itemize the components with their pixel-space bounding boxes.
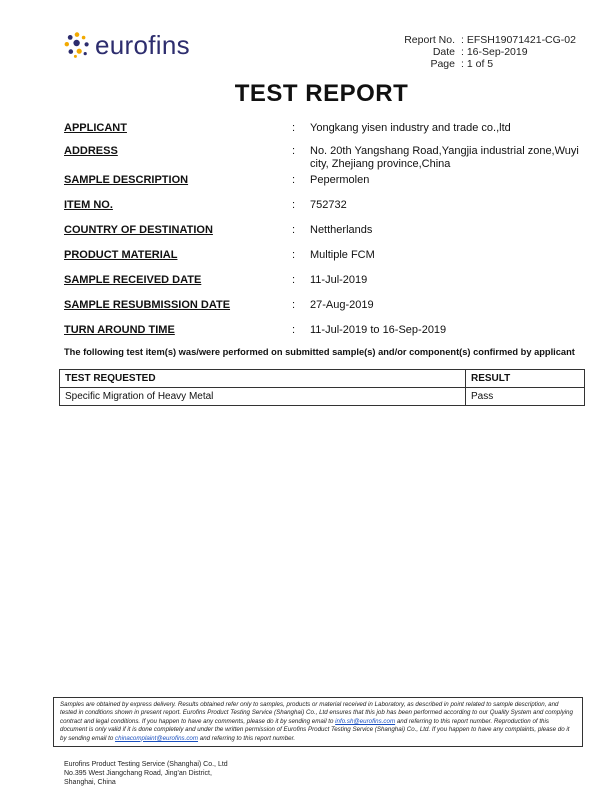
report-date-row [384,46,576,58]
eurofins-logo [64,30,190,60]
field-label: PRODUCT MATERIAL [64,249,178,261]
field-label: APPLICANT [64,122,127,134]
field-label: SAMPLE RECEIVED DATE [64,274,202,286]
column-header-result: RESULT [466,370,585,388]
field-value: Nettherlands [310,224,373,236]
report-date-value: 16-Sep-2019 [466,46,528,58]
logo-wordmark: eurofins [95,30,190,60]
field-colon: : [292,199,296,211]
field-label: ADDRESS [64,145,118,157]
meta-colon: : [461,58,464,70]
table-header-row [60,370,585,388]
field-value: 27-Aug-2019 [310,299,374,311]
field-colon: : [292,174,296,186]
address-line: Eurofins Product Testing Service (Shanghai) Co., Ltd [64,761,228,768]
field-colon: : [292,145,296,157]
report-page-row [384,58,576,70]
address-line: No.395 West Jiangchang Road, Jing'an District, [64,770,212,777]
field-label: TURN AROUND TIME [64,324,175,336]
field-value: No. 20th Yangshang Road,Yangjia industrial zone,Wuyi city, Zhejiang province,China [310,145,579,170]
report-number-label: Report No. [404,34,455,46]
field-value: Pepermolen [310,174,370,186]
disclaimer-text: and referring to this report number. [198,734,296,742]
test-requested-cell: Specific Migration of Heavy Metal [60,388,466,406]
column-header-test-requested: TEST REQUESTED [60,370,466,388]
disclaimer-text: Samples are obtained by express delivery. Results obtained refer only to samples, products or material received in Laboratory, as described in point related to sample description, and tested in conditions shown in present report. Eurofins Product Testing Service (Shanghai) Co., Ltd ensures that this job has been performed according to our Quality System and complying contract and legal conditions. If you happen to have any comments, please do it by sending email to [60,701,573,725]
meta-colon: : [461,46,464,58]
field-label: SAMPLE RESUBMISSION DATE [64,299,231,311]
report-number-row [384,34,576,46]
field-value: 11-Jul-2019 to 16-Sep-2019 [310,324,447,336]
page-title: TEST REPORT [234,80,409,107]
field-label: SAMPLE DESCRIPTION [64,174,189,186]
field-value: Yongkang yisen industry and trade co.,ltd [310,122,511,134]
eurofins-dots-icon [64,32,90,58]
report-page-value: 1 of 5 [466,58,494,70]
field-label: ITEM NO. [64,199,113,211]
report-date-label: Date [432,46,455,58]
meta-colon: : [461,34,464,46]
field-value: 752732 [310,199,347,211]
field-colon: : [292,224,296,236]
field-value: Multiple FCM [310,249,375,261]
address-line: Shanghai, China [64,779,116,786]
field-value: 11-Jul-2019 [310,274,368,286]
company-address [64,760,228,787]
field-label: COUNTRY OF DESTINATION [64,224,213,236]
disclaimer-box [53,697,583,747]
field-colon: : [292,122,296,134]
report-page-label: Page [430,58,455,70]
info-email-link[interactable]: info.sh@eurofins.com [335,717,396,725]
confirmation-note: The following test item(s) was/were performed on submitted sample(s) and/or component(s) confirmed by applicant [64,347,575,357]
report-meta [384,34,576,70]
field-colon: : [292,249,296,261]
field-colon: : [292,274,296,286]
field-colon: : [292,324,296,336]
result-cell: Pass [466,388,585,406]
complaint-email-link[interactable]: chinacomplaint@eurofins.com [115,734,199,742]
disclaimer-text: and referring to this report number. Reproduction of this document is only valid if it is done completely and under the written permission of Eurofins Product Testing Service (Shanghai) Co., Ltd. If you happen to have any complaints, please do it by sending email to [60,717,570,742]
results-table [59,369,585,406]
report-number-value: EFSH19071421-CG-02 [466,34,576,46]
table-row [60,388,585,406]
field-colon: : [292,299,296,311]
